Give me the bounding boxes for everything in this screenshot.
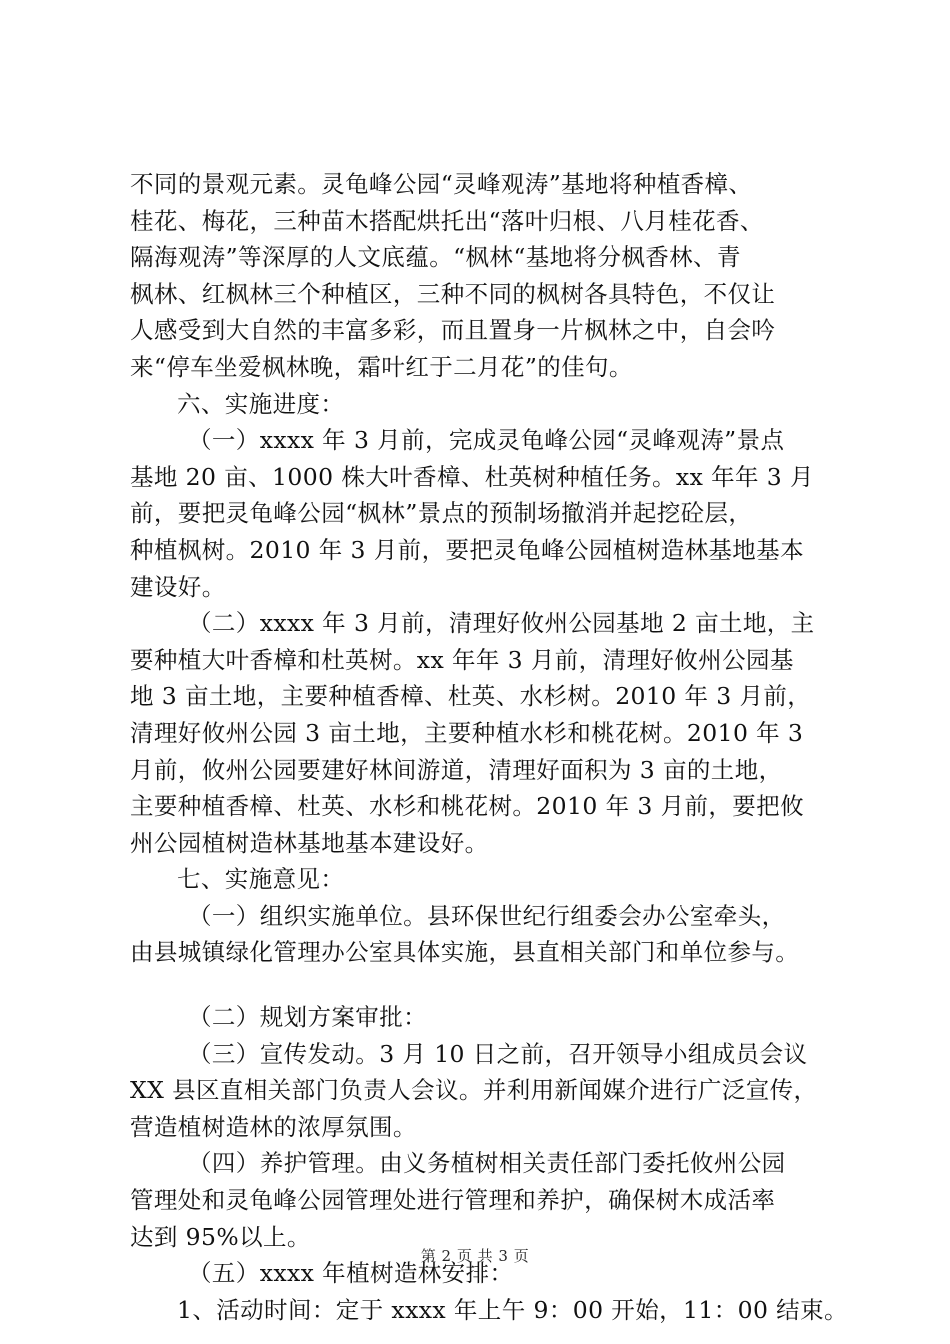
paragraph-start: （五）xxxx 年植树造林安排： <box>188 1259 514 1288</box>
text-line: 达到 95%以上。 <box>130 1222 311 1251</box>
text-line: XX 县区直相关部门负责人会议。并利用新闻媒介进行广泛宣传， <box>130 1076 818 1105</box>
paragraph-start: （一）xxxx 年 3 月前，完成灵龟峰公园“灵峰观涛”景点 <box>188 426 785 455</box>
text-line: 要种植大叶香樟和杜英树。xx 年年 3 月前，清理好攸州公园基 <box>130 645 794 674</box>
text-line: 不同的景观元素。灵龟峰公园“灵峰观涛”基地将种植香樟、 <box>130 170 753 198</box>
paragraph-start: （四）养护管理。由义务植树相关责任部门委托攸州公园 <box>188 1149 786 1178</box>
text-line: 清理好攸州公园 3 亩土地，主要种植水杉和桃花树。2010 年 3 <box>130 718 804 747</box>
text-line: 州公园植树造林基地基本建设好。 <box>130 828 489 857</box>
paragraph-start: （二）xxxx 年 3 月前，清理好攸州公园基地 2 亩土地，主 <box>188 609 815 638</box>
text-line: 管理处和灵龟峰公园管理处进行管理和养护，确保树木成活率 <box>130 1186 776 1215</box>
text-line: 由县城镇绿化管理办公室具体实施，县直相关部门和单位参与。 <box>130 938 800 967</box>
text-line: 枫林、红枫林三个种植区，三种不同的枫树各具特色，不仅让 <box>130 279 776 308</box>
text-line: 隔海观涛”等深厚的人文底蕴。“枫林“基地将分枫香林、青 <box>130 243 741 272</box>
text-line: 主要种植香樟、杜英、水杉和桃花树。2010 年 3 月前，要把攸 <box>130 792 804 821</box>
section-heading: 七、实施意见： <box>177 865 345 894</box>
paragraph-gap <box>130 971 840 999</box>
text-line: 营造植树造林的浓厚氛围。 <box>130 1112 417 1141</box>
text-line: 地 3 亩土地，主要种植香樟、杜英、水杉树。2010 年 3 月前， <box>130 682 812 711</box>
text-line: 前，要把灵龟峰公园“枫林”景点的预制场撤消并起挖砼层， <box>130 499 753 528</box>
paragraph-start: （二）规划方案审批： <box>188 1003 427 1032</box>
text-line: 月前，攸州公园要建好林间游道，清理好面积为 3 亩的土地， <box>130 755 783 784</box>
text-line: 种植枫树。2010 年 3 月前，要把灵龟峰公园植树造林基地基本 <box>130 535 804 564</box>
text-line: 来“停车坐爱枫林晚，霜叶红于二月花”的佳句。 <box>130 352 633 381</box>
paragraph-start: （三）宣传发动。3 月 10 日之前，召开领导小组成员会议 <box>188 1039 808 1068</box>
page-footer: 第 2 页 共 3 页 <box>420 1247 530 1265</box>
section-heading: 六、实施进度： <box>177 389 345 418</box>
paragraph-start: （一）组织实施单位。县环保世纪行组委会办公室牵头， <box>188 901 786 930</box>
text-line: 基地 20 亩、1000 株大叶香樟、杜英树种植任务。xx 年年 3 月 <box>130 462 814 491</box>
document-body <box>130 166 848 1328</box>
text-line: 建设好。 <box>130 572 226 601</box>
text-line: 人感受到大自然的丰富多彩，而且置身一片枫林之中，自会吟 <box>130 316 776 345</box>
text-line: 桂花、梅花，三种苗木搭配烘托出“落叶归根、八月桂花香、 <box>130 206 764 235</box>
paragraph-start: 1、活动时间：定于 xxxx 年上午 9：00 开始，11：00 结束。 <box>177 1295 848 1324</box>
